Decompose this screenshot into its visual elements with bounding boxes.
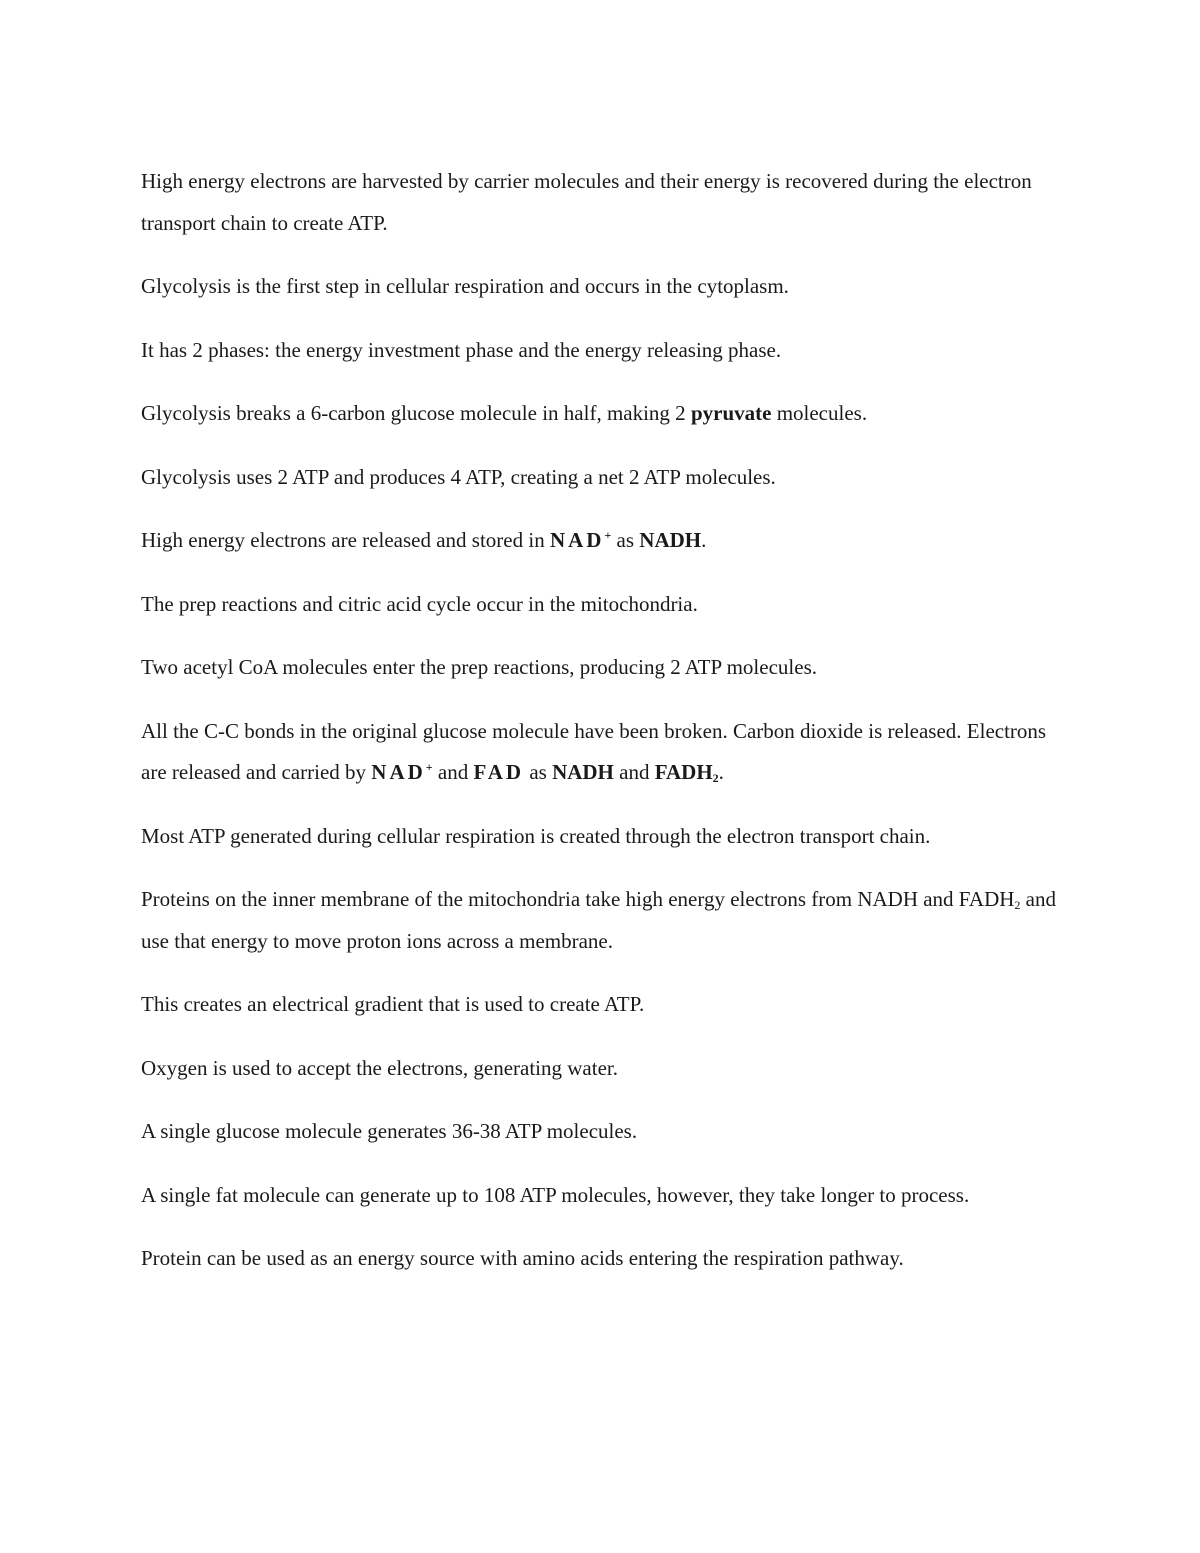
paragraph-oxygen: Oxygen is used to accept the electrons, generating water. — [141, 1055, 618, 1080]
text-segment: All the C-C bonds in the original glucose molecule have been broken. Carbon dioxide is released. Electrons are released and carried by — [141, 718, 1047, 784]
paragraph-inner-membrane-proteins — [141, 879, 1071, 962]
text-segment: and use that energy to move proton ions across a membrane. — [141, 887, 1056, 953]
paragraph-electron-harvest: High energy electrons are harvested by carrier molecules and their energy is recovered during the electron transport chain to create ATP. — [141, 169, 1032, 235]
text-segment: . — [701, 528, 707, 552]
paragraph-prep-reactions-location: The prep reactions and citric acid cycle occur in the mitochondria. — [141, 591, 698, 616]
paragraph-electrical-gradient: This creates an electrical gradient that is used to create ATP. — [141, 992, 645, 1016]
superscript-plus: + — [604, 528, 612, 542]
paragraph-glycolysis-pyruvate — [141, 393, 1071, 435]
text-segment: as — [524, 760, 553, 784]
text-segment: Glycolysis breaks a 6-carbon glucose molecule in half, making 2 — [141, 401, 691, 425]
text-segment: and — [613, 760, 655, 784]
text-segment: High energy electrons are released and stored in — [141, 528, 550, 552]
term-nadh: NADH — [552, 760, 614, 784]
text-segment: . — [718, 760, 724, 784]
term-fad: FAD — [473, 760, 525, 784]
text-segment: Proteins on the inner membrane of the mitochondria take high energy electrons from NADH and FADH — [141, 887, 1015, 911]
term-pyruvate: pyruvate — [690, 401, 772, 425]
subscript-two: 2 — [712, 771, 719, 785]
term-fadh: FADH — [654, 760, 713, 784]
term-nad: NAD — [371, 760, 426, 784]
text-segment: and — [432, 760, 474, 784]
paragraph-glycolysis-first-step: Glycolysis is the first step in cellular respiration and occurs in the cytoplasm. — [141, 274, 789, 298]
paragraph-glycolysis-phases: It has 2 phases: the energy investment phase and the energy releasing phase. — [141, 337, 782, 362]
document-body — [141, 161, 1071, 1302]
paragraph-fat-yield: A single fat molecule can generate up to 108 ATP molecules, however, they take longer to process. — [141, 1182, 970, 1207]
subscript-two: 2 — [1014, 898, 1021, 912]
paragraph-nad-storage — [141, 520, 1071, 562]
term-nadh: NADH — [639, 528, 702, 552]
paragraph-cc-bonds — [141, 711, 1071, 794]
paragraph-glycolysis-atp: Glycolysis uses 2 ATP and produces 4 ATP, creating a net 2 ATP molecules. — [141, 464, 776, 489]
text-segment: molecules. — [771, 401, 868, 425]
term-nad: NAD — [549, 528, 605, 552]
superscript-plus: + — [425, 760, 433, 774]
paragraph-acetyl-coa: Two acetyl CoA molecules enter the prep reactions, producing 2 ATP molecules. — [141, 655, 817, 679]
text-segment: as — [611, 528, 640, 552]
paragraph-protein-energy: Protein can be used as an energy source with amino acids entering the respiration pathway. — [141, 1246, 904, 1270]
paragraph-glucose-yield: A single glucose molecule generates 36-38 ATP molecules. — [141, 1119, 638, 1143]
paragraph-etc-atp: Most ATP generated during cellular respiration is created through the electron transport chain. — [141, 823, 931, 848]
